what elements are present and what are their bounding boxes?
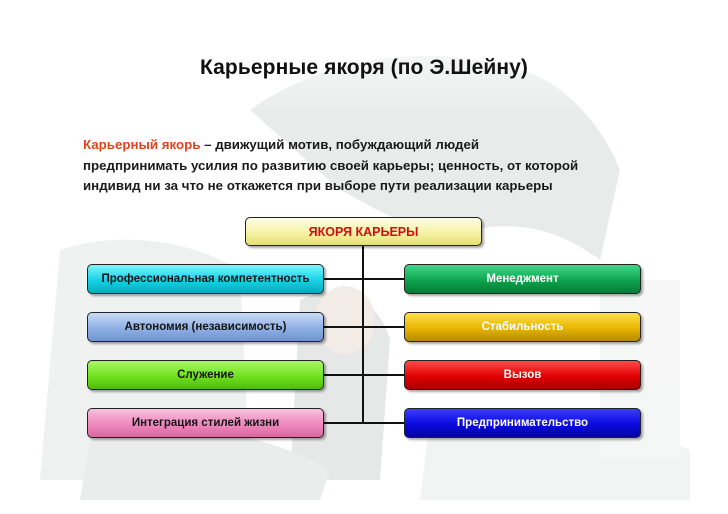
definition-term: Карьерный якорь bbox=[83, 137, 201, 152]
page-title: Карьерные якоря (по Э.Шейну) bbox=[199, 56, 529, 79]
definition-line-2: предпринимать усилия по развитию своей карьеры; ценность, от которой bbox=[83, 157, 579, 173]
definition-line-3: индивид ни за что не откажется при выборе пути реализации карьеры bbox=[83, 178, 553, 193]
node-entrepreneurship: Предпринимательство bbox=[404, 408, 641, 438]
definition-line-1: – движущий мотив, побуждающий людей bbox=[200, 137, 480, 152]
node-management: Менеджмент bbox=[404, 264, 641, 294]
node-challenge: Вызов bbox=[404, 360, 641, 390]
node-stability: Стабильность bbox=[404, 312, 641, 342]
root-node-career-anchors: ЯКОРЯ КАРЬЕРЫ bbox=[245, 217, 482, 246]
node-autonomy: Автономия (независимость) bbox=[87, 312, 324, 342]
definition-text bbox=[83, 135, 643, 197]
node-lifestyle-integration: Интеграция стилей жизни bbox=[87, 408, 324, 438]
node-service: Служение bbox=[87, 360, 324, 390]
node-professional-competence: Профессиональная компетентность bbox=[87, 264, 324, 294]
